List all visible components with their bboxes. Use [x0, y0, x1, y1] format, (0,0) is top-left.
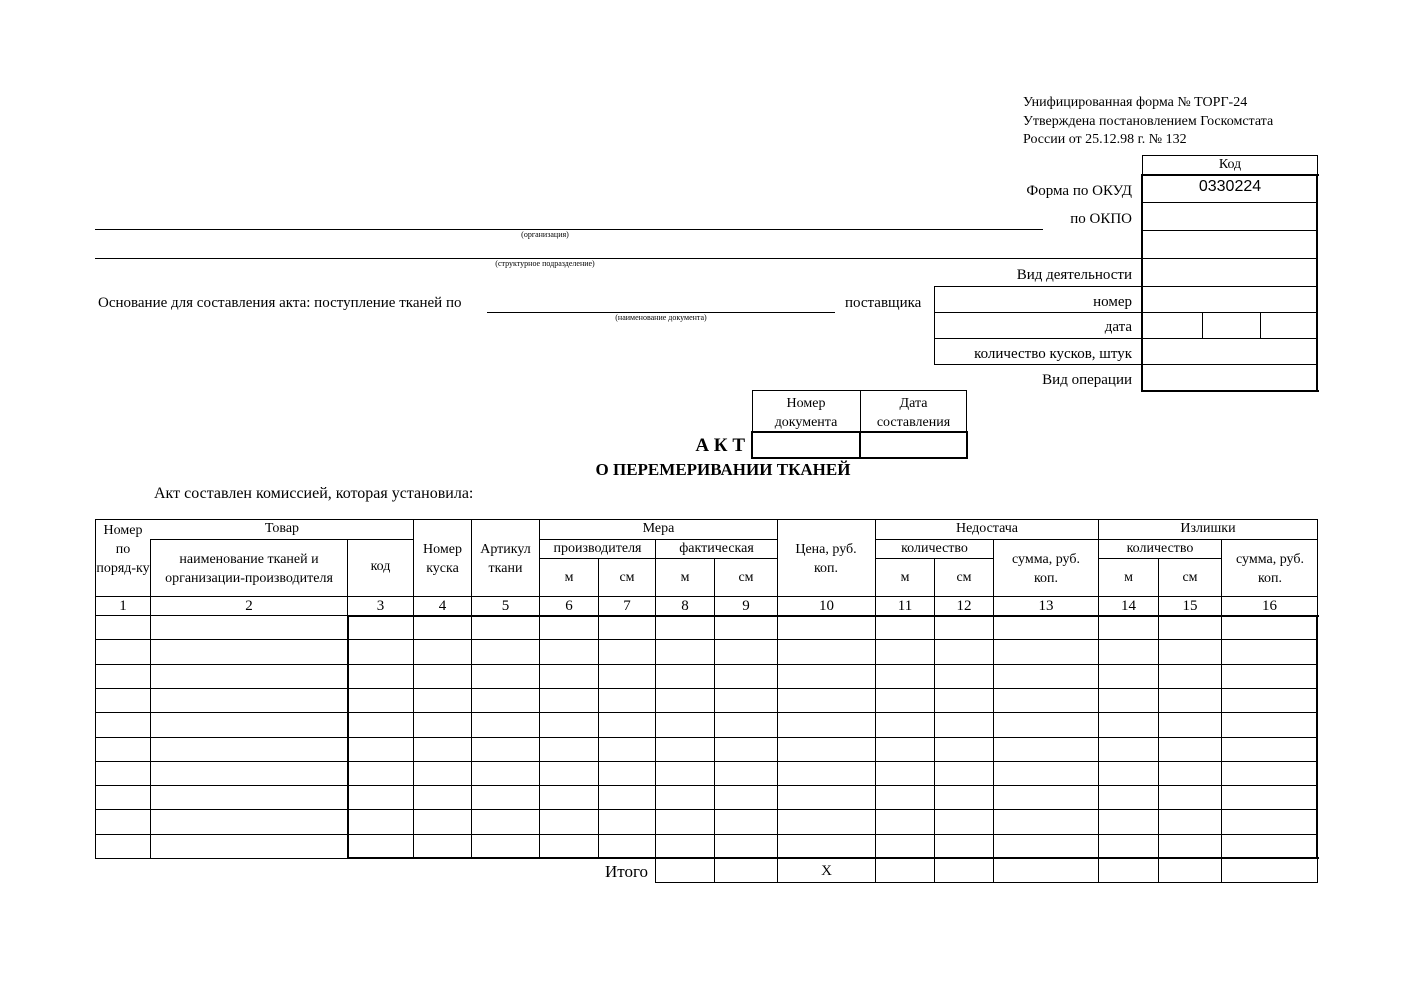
supplier-date-label: дата [1104, 319, 1132, 335]
col-number: 5 [501, 598, 510, 614]
col-shortage-sum-header: сумма, руб. коп. [1012, 552, 1080, 586]
col-goods-header: Товар [264, 521, 300, 536]
col-article-header: Артикул ткани [480, 542, 531, 576]
form-title-line-2: Утверждена постановлением Госкомстата [1023, 114, 1274, 129]
act-title: А К Т [695, 435, 745, 456]
col-number: 16 [1262, 598, 1277, 614]
col-14-unit: м [1124, 570, 1133, 585]
col-surplus-quantity-header: количество [1126, 541, 1194, 556]
activity-label: Вид деятельности [1016, 267, 1132, 283]
form-title-line-3: России от 25.12.98 г. № 132 [1023, 132, 1187, 147]
document-number-header: Номер документа [774, 396, 838, 430]
supplier-number-label: номер [1093, 294, 1132, 310]
col-shortage-header: Недостача [955, 521, 1019, 536]
kod-header: Код [1218, 157, 1242, 172]
col-number: 15 [1182, 598, 1198, 614]
col-piece-header: Номер куска [423, 542, 462, 576]
total-price-x: Х [821, 863, 832, 879]
document-date-header: Дата составления [876, 396, 951, 430]
col-7-unit: см [619, 570, 635, 585]
commission-text: Акт составлен комиссией, которая установила: [154, 485, 474, 502]
col-measure-header: Мера [642, 521, 675, 536]
col-surplus-header: Излишки [1180, 521, 1236, 536]
col-number: 3 [376, 598, 385, 614]
col-price-header: Цена, руб. коп. [795, 542, 857, 576]
col-goods-name-header: наименование тканей и организации-производителя [165, 552, 333, 586]
col-12-unit: см [956, 570, 972, 585]
col-goods-code-header: код [370, 559, 391, 574]
total-label: Итого [604, 862, 648, 881]
col-15-unit: см [1182, 570, 1198, 585]
col-actual-header: фактическая [679, 541, 754, 556]
operation-label: Вид операции [1042, 372, 1132, 388]
col-9-unit: см [738, 570, 754, 585]
col-8-unit: м [680, 570, 690, 585]
col-shortage-quantity-header: количество [901, 541, 968, 556]
act-subtitle: О ПЕРЕМЕРИВАНИИ ТКАНЕЙ [595, 460, 851, 479]
col-number: 14 [1121, 598, 1136, 614]
col-number: 4 [438, 598, 447, 614]
col-number: 7 [623, 598, 631, 614]
okpo-label: по ОКПО [1070, 211, 1132, 227]
col-producer-header: производителя [553, 541, 642, 556]
subdivision-caption: (структурное подразделение) [495, 259, 595, 268]
col-6-unit: м [564, 570, 574, 585]
col-number: 11 [897, 598, 913, 614]
form-title-line-1: Унифицированная форма № ТОРГ-24 [1023, 95, 1248, 110]
col-number: 6 [565, 598, 573, 614]
pieces-label: количество кусков, штук [974, 346, 1132, 362]
col-11-unit: м [900, 570, 910, 585]
col-number: 12 [956, 598, 972, 614]
col-number: 10 [819, 598, 834, 614]
supplier-word: поставщика [845, 295, 922, 311]
col-number: 1 [119, 598, 127, 614]
okud-code: 0330224 [1198, 178, 1262, 195]
basis-text: Основание для составления акта: поступление тканей по [98, 295, 462, 311]
document-name-caption: (наименование документа) [615, 313, 707, 322]
col-surplus-sum-header: сумма, руб. коп. [1236, 552, 1304, 586]
col-number: 2 [245, 598, 253, 614]
col-order-header: Номер по поряд-ку [96, 523, 150, 576]
col-number: 9 [742, 598, 750, 614]
okud-label: Форма по ОКУД [1026, 183, 1132, 199]
organization-caption: (организация) [521, 230, 569, 239]
col-number: 8 [681, 598, 689, 614]
col-number: 13 [1038, 598, 1054, 614]
